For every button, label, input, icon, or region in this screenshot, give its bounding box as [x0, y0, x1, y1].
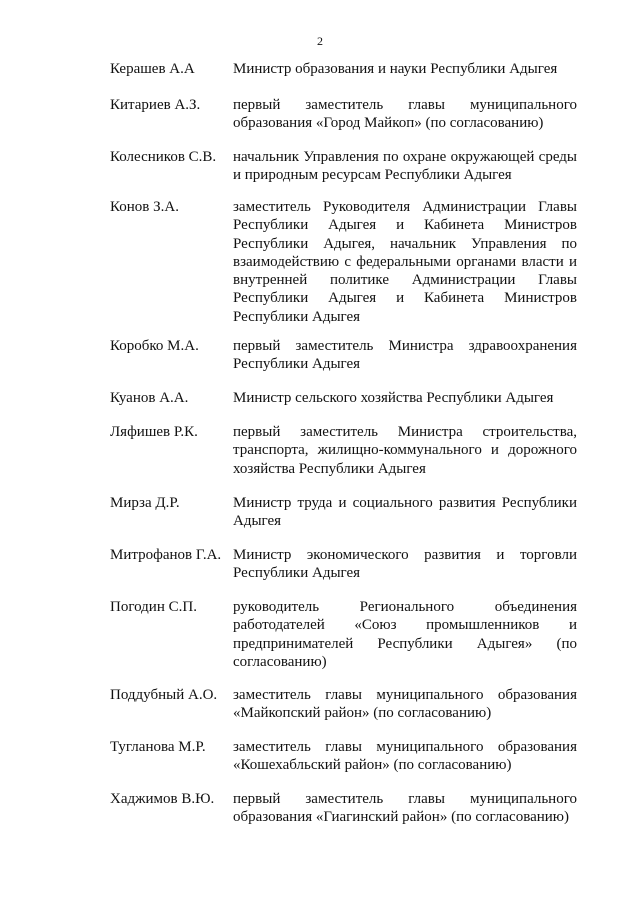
member-role: Министр экономического развития и торговли Республики Адыгея [233, 547, 577, 582]
member-name: Керашев А.А [110, 61, 195, 77]
member-role: Министр труда и социального развития Республики Адыгея [233, 495, 577, 530]
member-role: первый заместитель Министра строительства, транспорта, жилищно-коммунального и дорожного хозяйства Республики Адыгея [233, 424, 577, 477]
member-role: заместитель главы муниципального образования «Майкопский район» (по согласованию) [233, 687, 577, 722]
member-name: Колесников С.В. [110, 149, 217, 165]
member-role: Министр сельского хозяйства Республики Адыгея [233, 390, 554, 406]
member-role: Министр образования и науки Республики Адыгея [233, 61, 558, 77]
member-role: первый заместитель главы муниципального образования «Гиагинский район» (по согласованию) [233, 791, 577, 826]
member-role: заместитель главы муниципального образования «Кошехабльский район» (по согласованию) [233, 739, 577, 774]
member-name: Тугланова М.Р. [110, 739, 206, 755]
member-name: Китариев А.З. [110, 97, 201, 113]
member-name: Коробко М.А. [110, 338, 199, 354]
member-name: Митрофанов Г.А. [110, 547, 222, 563]
member-role: руководитель Регионального объединения работодателей «Союз промышленников и предпринимателей Республики Адыгея» (по согласованию) [233, 599, 577, 670]
member-name: Ляфишев Р.К. [110, 424, 198, 440]
member-role: начальник Управления по охране окружающей среды и природным ресурсам Республики Адыгея [233, 149, 577, 184]
member-role: заместитель Руководителя Администрации Главы Республики Адыгея и Кабинета Министров Республики Адыгея, начальник Управления по взаимодействию с федеральными органами власти и внутренней политике Администрации Главы Республики Адыгея и Кабинета Министров Республики Адыгея [233, 199, 577, 325]
member-name: Конов З.А. [110, 199, 179, 215]
member-name: Погодин С.П. [110, 599, 197, 615]
member-role: первый заместитель главы муниципального образования «Город Майкоп» (по согласованию) [233, 97, 577, 132]
member-name: Мирза Д.Р. [110, 495, 180, 511]
member-role: первый заместитель Министра здравоохранения Республики Адыгея [233, 338, 577, 373]
member-name: Куанов А.А. [110, 390, 189, 406]
member-name: Поддубный А.О. [110, 687, 218, 703]
page-number: 2 [317, 34, 323, 48]
member-name: Хаджимов В.Ю. [110, 791, 215, 807]
